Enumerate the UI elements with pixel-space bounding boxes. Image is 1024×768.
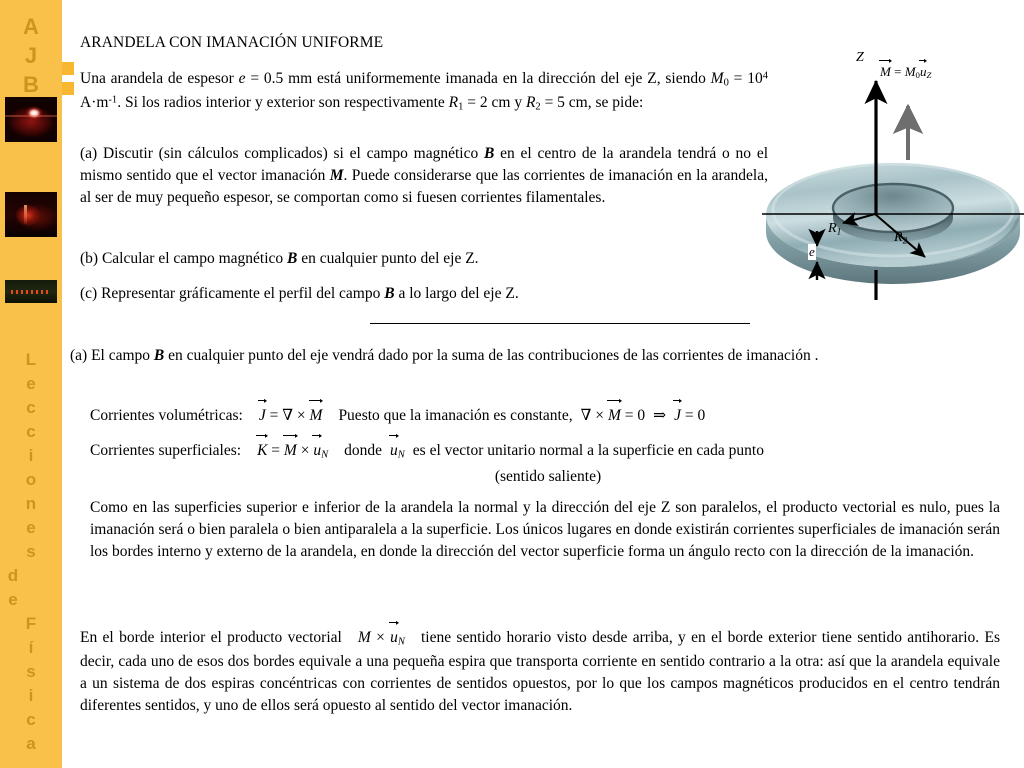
vtitle-letter-8: s bbox=[26, 542, 36, 561]
para2-lead: En el borde interior el producto vectorial bbox=[80, 629, 342, 646]
equation-equals: = bbox=[271, 442, 281, 459]
symbol-b-vector: B bbox=[384, 285, 395, 302]
vtitle-letter-5: o bbox=[25, 470, 37, 489]
para2-u-vector: u bbox=[390, 627, 398, 649]
thickness-label: e bbox=[809, 244, 815, 259]
symbol-b-vector: B bbox=[483, 145, 495, 162]
equation-u-subscript: N bbox=[321, 449, 329, 461]
intro-part1: Una arandela de espesor bbox=[80, 70, 239, 87]
symbol-b-vector: B bbox=[153, 347, 165, 364]
brand-letter-j: J bbox=[24, 43, 38, 68]
symbol-r1: R bbox=[448, 93, 459, 111]
explanation-paragraph-2 bbox=[80, 627, 1000, 717]
brand-letter-a: A bbox=[23, 14, 39, 39]
symbol-r1-sub: 1 bbox=[458, 101, 464, 113]
volumetric-currents-label: Corrientes volumétricas: bbox=[90, 407, 243, 424]
equation-curl-op: = ∇ × bbox=[269, 407, 306, 424]
symbol-r2: R bbox=[525, 93, 536, 111]
item-a-mid: en el centro de la arandela tendrá o no el mismo sentido que el vector imanación bbox=[80, 145, 769, 184]
para2-cross-op: × bbox=[376, 629, 385, 646]
surface-donde: donde bbox=[344, 442, 383, 459]
z-axis-label: Z bbox=[856, 50, 864, 65]
note-curl-op: ∇ × bbox=[580, 407, 605, 424]
item-c-tail: a lo largo del eje Z. bbox=[394, 285, 519, 302]
intro-part5: . Si los radios interior y exterior son respectivamente bbox=[117, 93, 449, 111]
vtitle-letter-3: c bbox=[26, 422, 36, 441]
sol-a-tail: en cualquier punto del eje vendrá dado por la suma de las contribuciones de las corrientes de imanación . bbox=[164, 347, 819, 364]
item-a-tail: . Puede considerarse que las corrientes de imanación en la arandela, al ser de muy pequeño espesor, se comportan como si fuesen corrientes filamentales. bbox=[80, 167, 768, 206]
sol-a-lead: (a) El campo bbox=[70, 347, 154, 364]
explanation-paragraph-1: Como en las superficies superior e inferior de la arandela la normal y la dirección del eje Z son paralelos, el producto vectorial es nulo, pues la imanación será o bien paralela o bien antiparalela a la superficie. Los únicos lugares en donde existirán corrientes superficiales de imanación serán los bordes interno y externo de la arandela, en donde la dirección del vector superficie forma un ángulo recto con la dirección de la imanación. bbox=[90, 499, 1000, 560]
r2-label-sub: 2 bbox=[902, 236, 908, 247]
symbol-m0: M bbox=[710, 70, 724, 87]
item-a-lead: (a) Discutir (sin cálculos complicados) si el campo magnético bbox=[80, 145, 484, 162]
r1-label-sub: 1 bbox=[836, 227, 842, 238]
section-divider bbox=[370, 323, 750, 324]
surface-u-vector: u bbox=[390, 440, 398, 462]
r1-label bbox=[828, 221, 841, 237]
surface-currents-note: (sentido saliente) bbox=[494, 468, 602, 485]
para2-tail: tiene sentido horario visto desde arriba, y en el borde exterior tiene sentido antihorario. Es decir, cada uno de esos dos bordes equivale a una pequeña espira que transporta corriente en sentido contrario a la otra: así que la arandela equivale a un sistema de dos espiras concéntricas con corrientes de sentidos opuestos, por lo que los campos magnéticos producidos en el centro tendrán diferentes sentidos, y uno de ellos será opuesto al sentido del vector imanación. bbox=[80, 629, 1001, 714]
para2-M-vector: M bbox=[357, 629, 371, 646]
vtitle-letter-2: c bbox=[26, 398, 36, 417]
vtitle-letter-1: e bbox=[26, 374, 36, 393]
intro-part3: = 10 bbox=[728, 70, 763, 87]
intro-part6: = 2 cm y bbox=[463, 93, 526, 111]
item-b-tail: en cualquier punto del eje Z. bbox=[297, 250, 479, 267]
intro-part2: = 0.5 mm está uniformemente imanada en la dirección del eje Z, siendo bbox=[245, 70, 711, 87]
vtitle-letter-10: e bbox=[8, 590, 18, 609]
surface-tail: es el vector unitario normal a la superficie en cada punto bbox=[412, 442, 764, 459]
item-c-lead: (c) Representar gráficamente el perfil del campo bbox=[80, 285, 385, 302]
emission-spectrum-photo bbox=[5, 280, 57, 303]
page-title: ARANDELA CON IMANACIÓN UNIFORME bbox=[80, 34, 384, 51]
volumetric-note: Puesto que la imanación es constante, bbox=[338, 407, 573, 424]
para2-u-subscript: N bbox=[397, 636, 405, 648]
question-item-a bbox=[80, 143, 768, 209]
washer-figure-svg bbox=[762, 48, 1024, 310]
equation-M-vector: M bbox=[284, 440, 297, 462]
brand-letter-b: B bbox=[23, 72, 39, 97]
surface-u-subscript: N bbox=[397, 449, 405, 461]
intro-part4: A·m bbox=[80, 93, 109, 111]
vtitle-letter-16: a bbox=[26, 734, 36, 753]
note-M-vector: M bbox=[608, 405, 621, 427]
intro-part7: = 5 cm, se pide: bbox=[540, 93, 644, 111]
vtitle-letter-15: c bbox=[26, 710, 36, 729]
note-equals-zero: = 0 bbox=[624, 407, 646, 424]
note-J-equals-zero: = 0 bbox=[684, 407, 706, 424]
symbol-m0-sub: 0 bbox=[723, 77, 729, 89]
intro-exp: 4 bbox=[762, 70, 768, 82]
item-b-lead: (b) Calcular el campo magnético bbox=[80, 250, 288, 267]
equation-J-vector: J bbox=[259, 405, 266, 427]
volumetric-currents-line bbox=[90, 405, 1006, 427]
solution-intro bbox=[70, 345, 1000, 367]
vtitle-letter-7: e bbox=[26, 518, 36, 537]
vtitle-letter-9: d bbox=[7, 566, 19, 585]
problem-statement bbox=[80, 68, 768, 115]
vtitle-letter-6: n bbox=[25, 494, 37, 513]
symbol-m-vector: M bbox=[329, 167, 344, 184]
magnetization-equation-label: $M = M_0u_Z$ bbox=[880, 64, 932, 81]
vtitle-letter-14: i bbox=[28, 686, 34, 705]
washer-magnetization-diagram bbox=[762, 48, 1024, 310]
equation-M-vector: M bbox=[310, 405, 323, 427]
note-J-vector: J bbox=[674, 405, 681, 427]
symbol-e: e bbox=[238, 70, 246, 87]
vtitle-letter-12: í bbox=[28, 638, 34, 657]
symbol-r2-sub: 2 bbox=[535, 101, 541, 113]
equation-cross-op: × bbox=[300, 442, 310, 459]
vtitle-letter-4: i bbox=[28, 446, 34, 465]
sidebar bbox=[0, 0, 62, 768]
equation-K-vector: K bbox=[257, 440, 267, 462]
question-item-b bbox=[80, 248, 768, 270]
question-item-c bbox=[80, 283, 768, 305]
symbol-b-vector: B bbox=[287, 250, 298, 267]
red-lamp-photo bbox=[5, 97, 57, 142]
vtitle-letter-0: L bbox=[25, 350, 37, 369]
r2-label-text: R bbox=[894, 230, 903, 245]
implies-arrow-icon: ⇒ bbox=[653, 407, 667, 424]
vtitle-letter-11: F bbox=[25, 614, 37, 633]
equation-u-vector: u bbox=[313, 440, 321, 462]
r2-label bbox=[894, 230, 907, 246]
surface-currents-label: Corrientes superficiales: bbox=[90, 442, 242, 459]
surface-currents-line bbox=[90, 440, 1006, 463]
vtitle-letter-13: s bbox=[26, 662, 36, 681]
r1-label-text: R bbox=[828, 221, 837, 236]
intro-exp2: -1 bbox=[108, 93, 118, 105]
red-spectrum-photo bbox=[5, 192, 57, 237]
